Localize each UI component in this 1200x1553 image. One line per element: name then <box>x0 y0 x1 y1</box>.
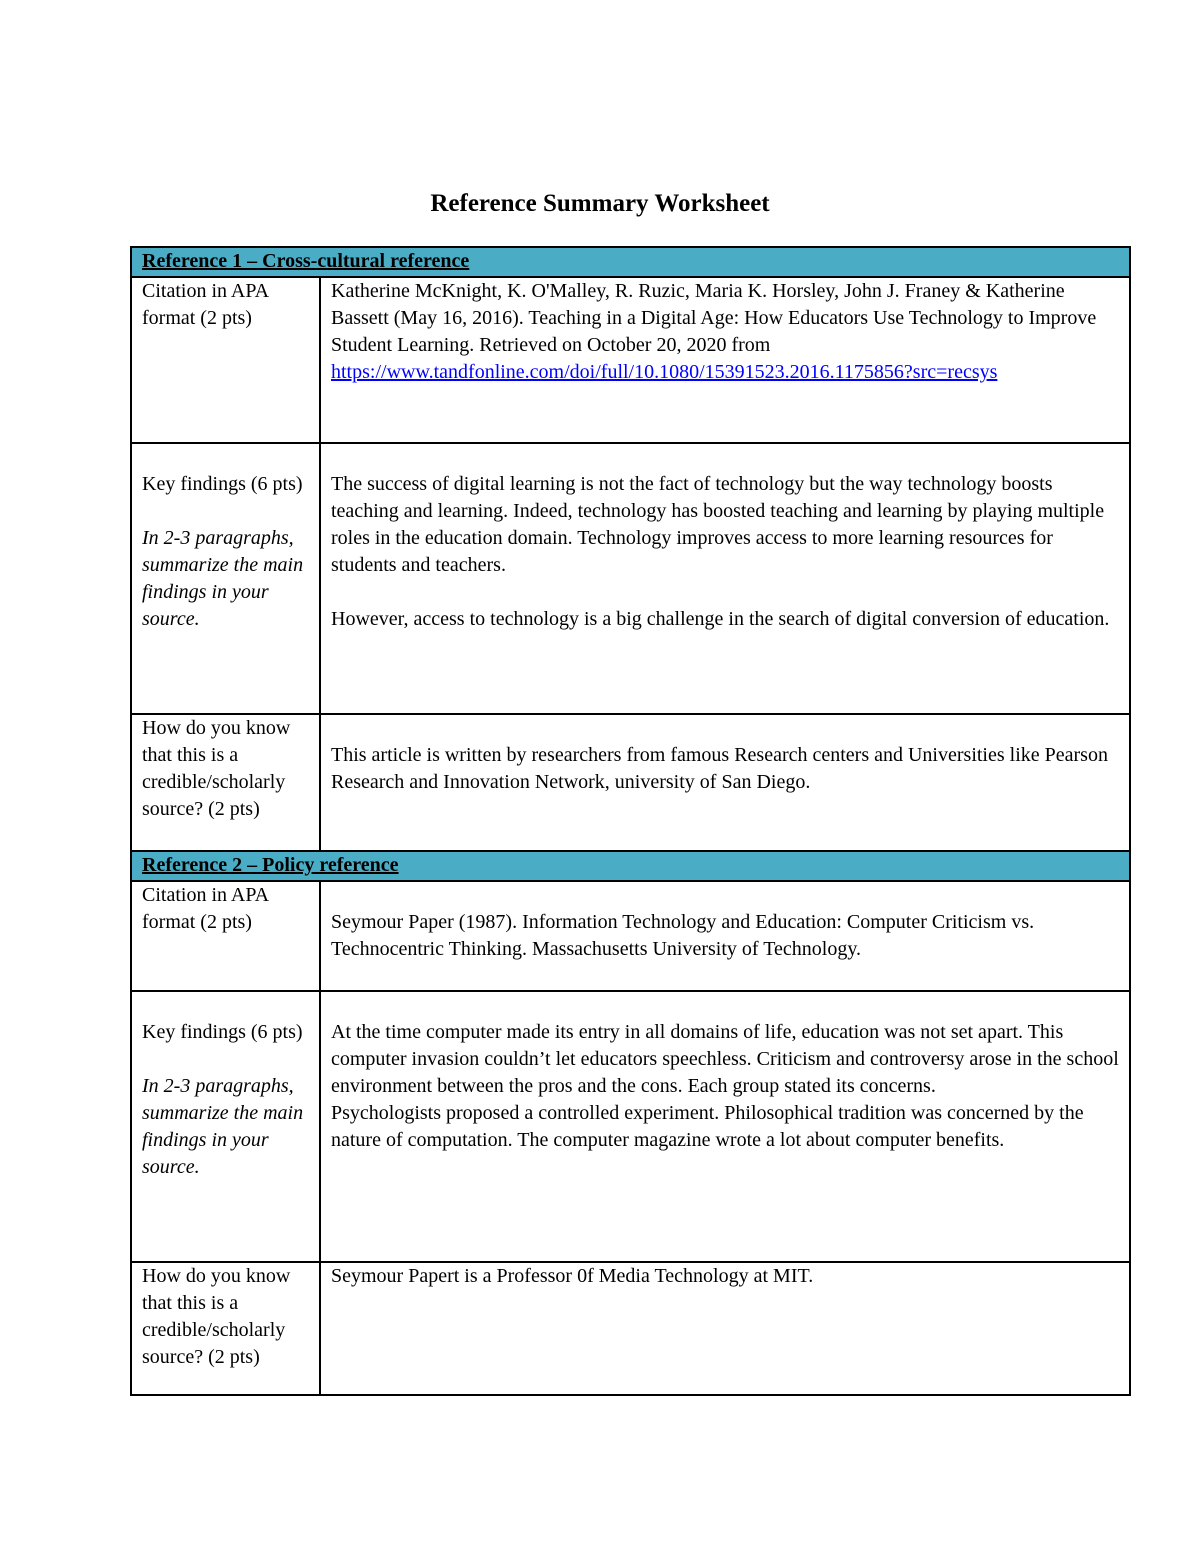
reference-1-credible-row <box>131 714 1130 851</box>
reference-1-findings-row <box>131 443 1130 714</box>
findings-cell <box>320 991 1130 1262</box>
page-title: Reference Summary Worksheet <box>430 190 770 217</box>
findings-label-cell <box>131 443 320 714</box>
citation-cell <box>320 277 1130 443</box>
reference-1-header: Reference 1 – Cross-cultural reference <box>131 247 1130 277</box>
reference-1-header-row <box>131 247 1130 277</box>
findings-paragraph-2: However, access to technology is a big challenge in the search of digital conversion of education. <box>331 608 1110 630</box>
citation-label: Citation in APA format (2 pts) <box>131 277 320 443</box>
findings-paragraph-1: The success of digital learning is not the fact of technology but the way technology boosts teaching and learning. Indeed, technology has boosted teaching and learning by playing multiple roles in the education domain. Technology improves access to more learning resources for students and teachers. <box>331 473 1105 576</box>
credible-text: Seymour Papert is a Professor 0f Media Technology at MIT. <box>320 1262 1130 1395</box>
reference-2-credible-row <box>131 1262 1130 1395</box>
reference-2-citation-row <box>131 881 1130 991</box>
findings-paragraph-2: Psychologists proposed a controlled experiment. Philosophical tradition was concerned by the nature of computation. The computer magazine wrote a lot about computer benefits. <box>331 1102 1084 1151</box>
findings-label-cell <box>131 991 320 1262</box>
findings-hint: In 2-3 paragraphs, summarize the main findings in your source. <box>142 527 304 630</box>
findings-label: Key findings (6 pts) <box>142 1021 303 1043</box>
reference-2-header-row <box>131 851 1130 881</box>
findings-cell <box>320 443 1130 714</box>
reference-2-findings-row <box>131 991 1130 1262</box>
credible-text: This article is written by researchers from famous Research centers and Universities like Pearson Research and Innovation Network, university of San Diego. <box>320 714 1130 851</box>
credible-label: How do you know that this is a credible/scholarly source? (2 pts) <box>131 714 320 851</box>
citation-link[interactable]: https://www.tandfonline.com/doi/full/10.1080/15391523.2016.1175856?src=recsys <box>331 361 998 383</box>
reference-1-citation-row <box>131 277 1130 443</box>
findings-hint: In 2-3 paragraphs, summarize the main findings in your source. <box>142 1075 304 1178</box>
citation-text: Seymour Paper (1987). Information Technology and Education: Computer Criticism vs. Technocentric Thinking. Massachusetts University of Technology. <box>320 881 1130 991</box>
citation-label: Citation in APA format (2 pts) <box>131 881 320 991</box>
credible-label: How do you know that this is a credible/scholarly source? (2 pts) <box>131 1262 320 1395</box>
reference-2-header: Reference 2 – Policy reference <box>131 851 1130 881</box>
citation-text: Katherine McKnight, K. O'Malley, R. Ruzic, Maria K. Horsley, John J. Franey & Katherine Bassett (May 16, 2016). Teaching in a Digital Age: How Educators Use Technology to Improve Student Learning. Retrieved on October 20, 2020 from <box>331 280 1097 356</box>
findings-label: Key findings (6 pts) <box>142 473 303 495</box>
findings-paragraph-1: At the time computer made its entry in all domains of life, education was not set apart. This computer invasion couldn’t let educators speechless. Criticism and controversy arose in the school environment between the pros and the cons. Each group stated its concerns. <box>331 1021 1119 1097</box>
reference-table <box>130 246 1131 1396</box>
